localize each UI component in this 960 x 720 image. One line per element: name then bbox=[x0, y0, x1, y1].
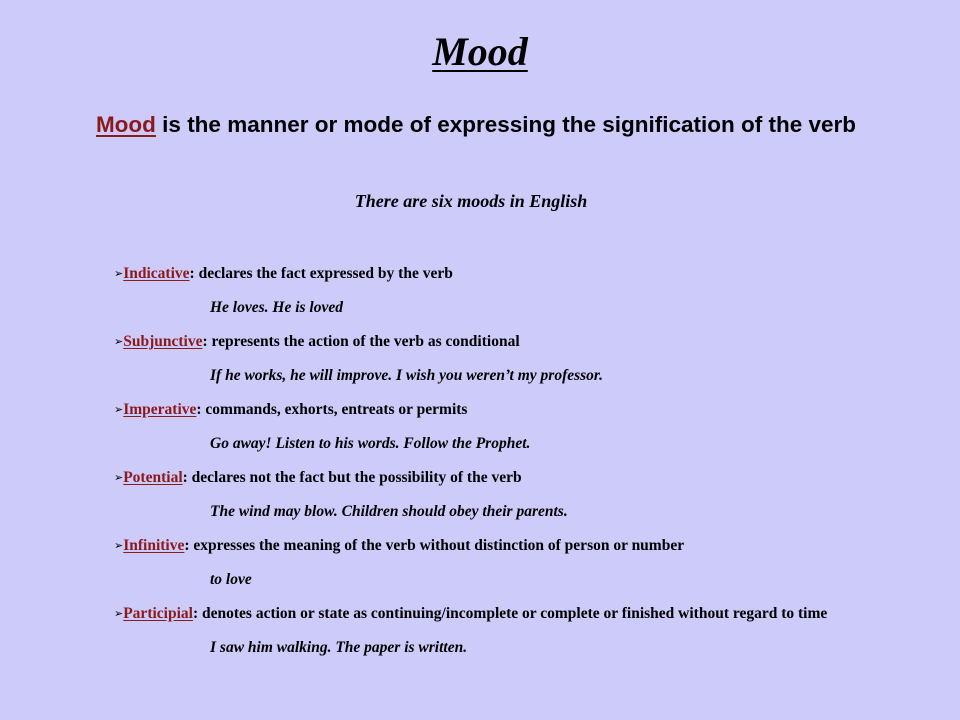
mood-example: He loves. He is loved bbox=[210, 299, 343, 316]
mood-heading bbox=[114, 398, 874, 422]
arrow-bullet-icon: ➢ bbox=[114, 471, 124, 484]
mood-heading bbox=[114, 330, 874, 354]
mood-example: to love bbox=[210, 571, 252, 588]
arrow-bullet-icon: ➢ bbox=[114, 607, 124, 620]
mood-name: Imperative bbox=[123, 401, 197, 418]
mood-heading bbox=[114, 534, 874, 558]
arrow-bullet-icon: ➢ bbox=[114, 539, 124, 552]
mood-name: Infinitive bbox=[123, 537, 185, 554]
mood-description: : declares not the fact but the possibility of the verb bbox=[182, 469, 522, 486]
mood-heading bbox=[114, 262, 874, 286]
definition-text: is the manner or mode of expressing the signification of the verb bbox=[155, 112, 857, 137]
mood-item-imperative bbox=[114, 398, 874, 456]
mood-item-infinitive bbox=[114, 534, 874, 592]
mood-example: I saw him walking. The paper is written. bbox=[210, 639, 468, 656]
mood-item-subjunctive bbox=[114, 330, 874, 388]
mood-example: Go away! Listen to his words. Follow the Prophet. bbox=[210, 435, 531, 452]
mood-example: The wind may blow. Children should obey their parents. bbox=[210, 503, 568, 520]
mood-name: Participial bbox=[123, 605, 193, 622]
mood-name: Indicative bbox=[123, 265, 190, 282]
arrow-bullet-icon: ➢ bbox=[114, 267, 124, 280]
mood-description: : represents the action of the verb as conditional bbox=[202, 333, 520, 350]
arrow-bullet-icon: ➢ bbox=[114, 403, 124, 416]
mood-example: If he works, he will improve. I wish you weren’t my professor. bbox=[210, 367, 603, 384]
mood-heading bbox=[114, 466, 874, 490]
mood-description: : expresses the meaning of the verb without distinction of person or number bbox=[184, 537, 685, 554]
slide-title: Mood bbox=[432, 29, 528, 74]
mood-heading bbox=[114, 602, 874, 626]
mood-list bbox=[114, 262, 874, 670]
mood-description: : commands, exhorts, entreats or permits bbox=[196, 401, 468, 418]
mood-name: Potential bbox=[123, 469, 183, 486]
mood-name: Subjunctive bbox=[123, 333, 203, 350]
arrow-bullet-icon: ➢ bbox=[114, 335, 124, 348]
mood-item-indicative bbox=[114, 262, 874, 320]
mood-item-participial bbox=[114, 602, 874, 660]
mood-description: : denotes action or state as continuing/incomplete or complete or finished without regard to time bbox=[192, 605, 828, 622]
mood-item-potential bbox=[114, 466, 874, 524]
definition-term: Mood bbox=[95, 112, 156, 137]
subtitle: There are six moods in English bbox=[354, 191, 588, 211]
mood-definition bbox=[0, 110, 952, 140]
mood-description: : declares the fact expressed by the verb bbox=[189, 265, 453, 282]
